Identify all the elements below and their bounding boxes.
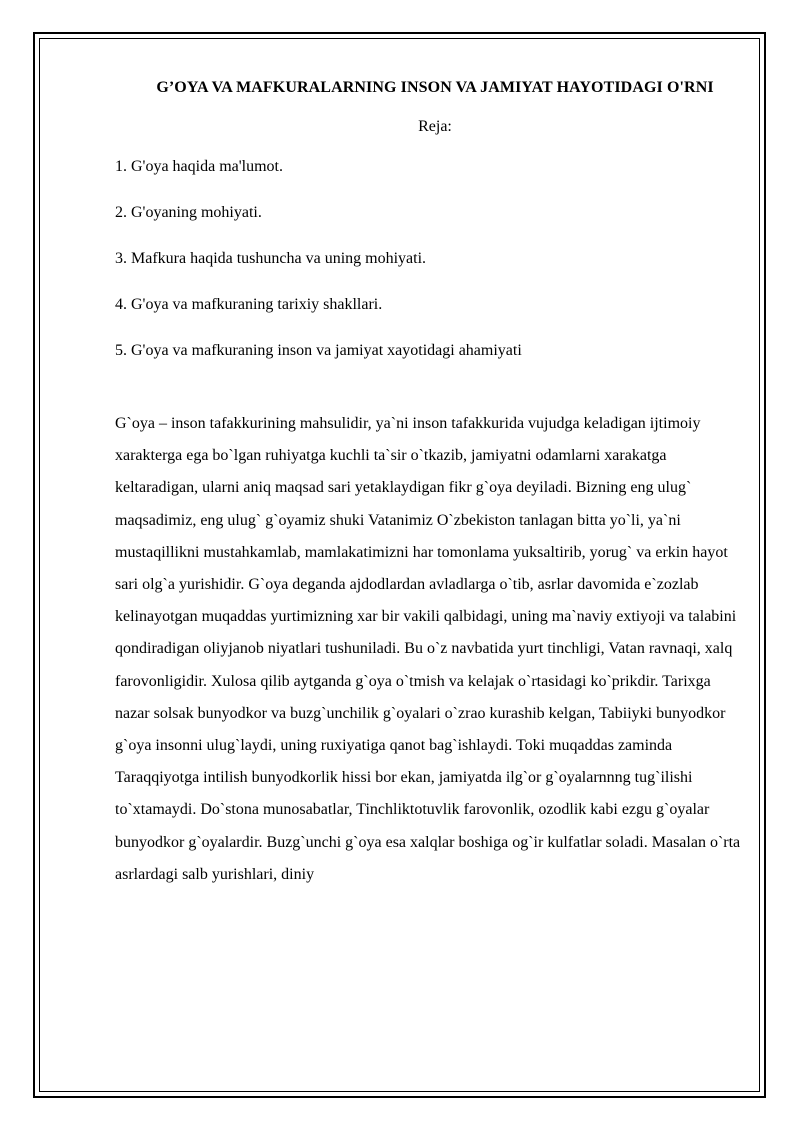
plan-list — [115, 156, 745, 362]
body-paragraph: G`oya – inson tafakkurining mahsulidir, ya`ni inson tafakkurida vujudga keladigan ijtimoiy xarakterga ega bo`lgan ruhiyatga kuchli ta`sir o`tkazib, jamiyatni odamlarni xarakatga keltaradigan, ularni aniq maqsad sari yetaklaydigan fikr g`oya deyiladi. Bizning eng ulug` maqsadimiz, eng ulug` g`oyamiz shuki Vatanimiz O`zbekiston tanlagan bitta yo`li, ya`ni mustaqillikni mustahkamlab, mamlakatimizni har tomonlama yuksaltirib, yorug` va erkin hayot sari olg`a yurishidir. G`oya deganda ajdodlardan avladlarga o`tib, asrlar davomida e`zozlab kelinayotgan muqaddas yurtimizning xar bir vakili qalbidagi, uning ma`naviy extiyoji va talabini qondiradigan oliyjanob niyatlari tushuniladi. Bu o`z navbatida yurt tinchligi, Vatan ravnaqi, xalq farovonligidir. Xulosa qilib aytganda g`oya o`tmish va kelajak o`rtasidagi ko`prikdir. Tarixga nazar solsak bunyodkor va buzg`unchilik g`oyalari o`zrao kurashib kelgan, Tabiiyki bunyodkor g`oya insonni ulug`laydi, uning ruxiyatiga qanot bag`ishlaydi. Toki muqaddas zaminda Taraqqiyotga intilish bunyodkorlik hissi bor ekan, jamiyatda ilg`or g`oyalarnnng tug`ilishi to`xtamaydi. Do`stona munosabatlar, Tinchliktotuvlik farovonlik, ozodlik kabi ezgu g`oyalar bunyodkor g`oyalardir. Buzg`unchi g`oya esa xalqlar boshiga og`ir kulfatlar soladi. Masalan o`rta asrlardagi salb yurishlari, diniy — [115, 415, 741, 883]
plan-item-4: 4. G'oya va mafkuraning tarixiy shakllari. — [115, 296, 383, 313]
plan-item-5: 5. G'oya va mafkuraning inson va jamiyat xayotidagi ahamiyati — [115, 342, 522, 359]
plan-item-2: 2. G'oyaning mohiyati. — [115, 204, 262, 221]
document-content — [115, 72, 745, 891]
plan-item-1: 1. G'oya haqida ma'lumot. — [115, 158, 283, 175]
document-title: G’OYA VA MAFKURALARNING INSON VA JAMIYAT HAYOTIDAGI O'RNI — [156, 79, 714, 96]
plan-heading: Reja: — [418, 118, 452, 135]
plan-item-3: 3. Mafkura haqida tushuncha va uning mohiyati. — [115, 250, 427, 267]
